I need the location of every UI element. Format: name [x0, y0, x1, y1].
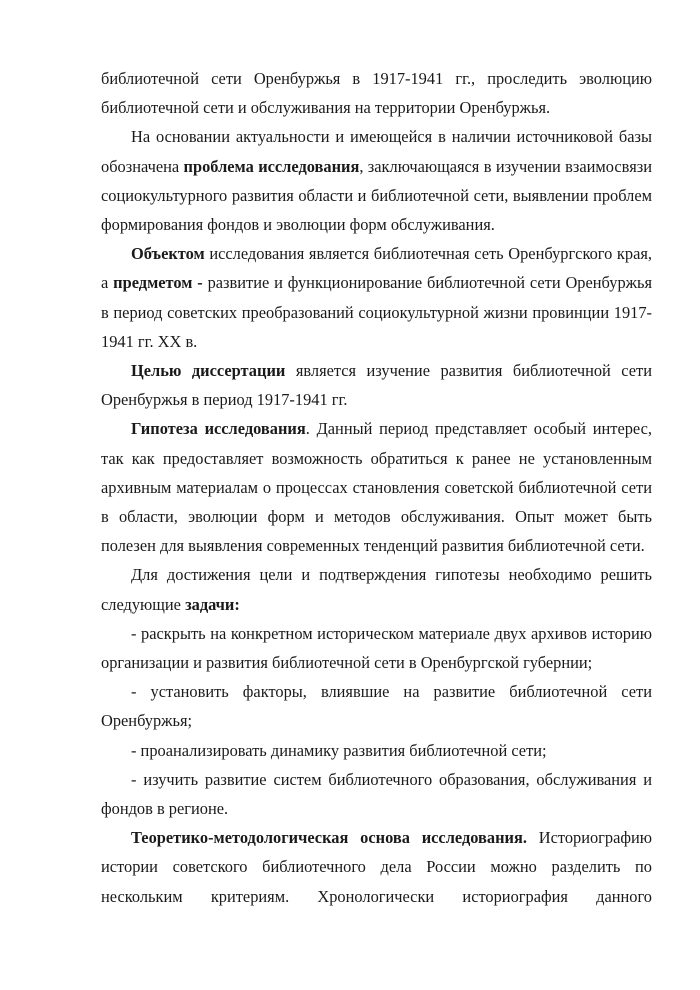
paragraph-text: Историографию истории советского библиотечного дела России можно разделить по нескольким критериям. Хронологически историография данного: [101, 828, 653, 906]
bold-term: Гипотеза исследования: [131, 419, 306, 439]
paragraph-text: исследования является библиотечная сеть Оренбургского края, а: [101, 244, 652, 293]
list-item-task-3: [101, 736, 652, 765]
paragraph-object-subject: [101, 239, 652, 356]
paragraph-text: . Данный период представляет особый интерес, так как предоставляет возможность обратиться к ранее не установленным архивным материалам о процессах становления советской библиотечной сети в области, эволюции форм и методов обслуживания. Опыт может быть полезен для выявления современных тенденций развития библиотечной сети.: [101, 419, 652, 556]
paragraph-text: , заключающаяся в изучении взаимосвязи социокультурного развития области и библиотечной сети, выявлении проблем формирования фондов и эволюции форм обслуживания.: [101, 156, 652, 235]
paragraph-text: - установить факторы, влиявшие на развитие библиотечной сети Оренбуржья;: [101, 682, 652, 731]
paragraph-text: - изучить развитие систем библиотечного образования, обслуживания и фондов в регионе.: [101, 769, 652, 819]
bold-term: предметом -: [113, 273, 203, 293]
bold-term: Теоретико-методологическая основа исследования.: [131, 828, 527, 848]
paragraph-tasks-intro: [101, 560, 652, 618]
paragraph-methodology: [101, 823, 652, 911]
paragraph-hypothesis: [101, 414, 652, 560]
bold-term: Объектом: [131, 244, 205, 264]
paragraph-text: является изучение развития библиотечной сети Оренбуржья в период 1917-1941 гг.: [101, 361, 652, 410]
bold-term: проблема исследования: [183, 156, 360, 176]
paragraph-text: - раскрыть на конкретном историческом материале двух архивов историю организации и развития библиотечной сети в Оренбургской губернии;: [101, 623, 652, 673]
paragraph-text: библиотечной сети Оренбуржья в 1917-1941 гг., проследить эволюцию библиотечной сети и обслуживания на территории Оренбуржья.: [101, 69, 652, 118]
paragraph-text: развитие и функционирование библиотечной сети Оренбуржья в период советских преобразований социокультурной жизни провинции 1917-1941 гг. XX в.: [101, 273, 652, 351]
list-item-task-1: [101, 619, 652, 677]
paragraph-text: На основании актуальности и имеющейся в наличии источниковой базы обозначена: [101, 127, 652, 176]
paragraph-goal: [101, 356, 652, 414]
list-item-task-2: [101, 677, 652, 735]
list-item-task-4: [101, 765, 652, 823]
paragraph-text: Для достижения цели и подтверждения гипотезы необходимо решить следующие: [101, 565, 652, 614]
paragraph-continuation: [101, 64, 652, 122]
paragraph-text: - проанализировать динамику развития библиотечной сети;: [131, 740, 547, 760]
document-body: [101, 64, 652, 911]
bold-term: Целью диссертации: [131, 361, 286, 381]
paragraph-research-problem: [101, 122, 652, 239]
bold-term: задачи:: [185, 594, 240, 614]
